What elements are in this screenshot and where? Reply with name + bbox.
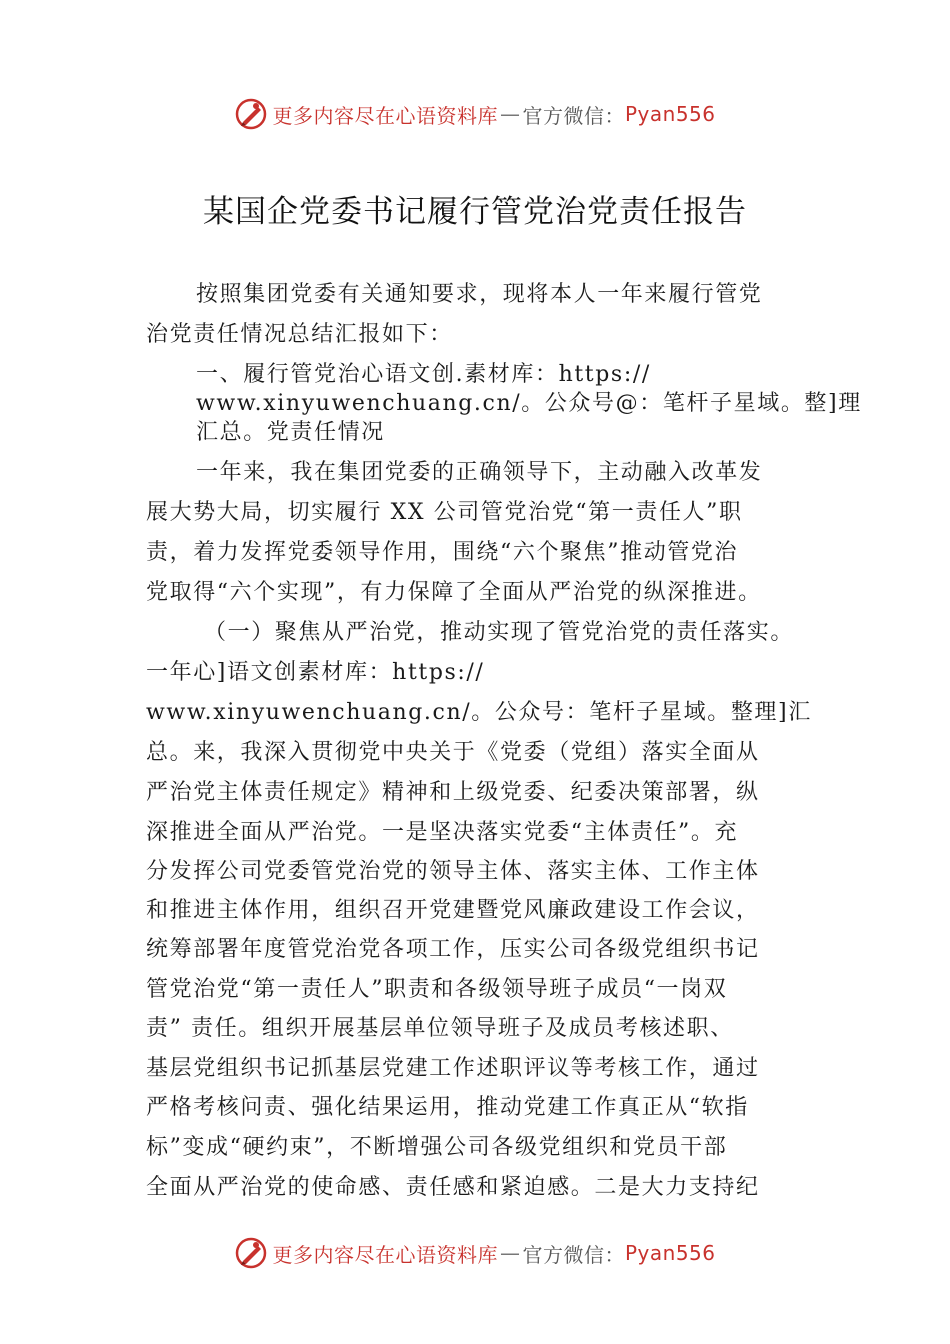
body-line: 一年心]语文创素材库：https:// [146, 660, 485, 685]
body-line: （一）聚焦从严治党，推动实现了管党治党的责任落实。 [204, 620, 795, 645]
watermark-brand: 更多内容尽在心语资料库 [272, 1242, 498, 1267]
watermark-separator: — [499, 1241, 521, 1265]
body-line: 和推进主体作用，组织召开党建暨党风廉政建设工作会议， [146, 898, 760, 923]
body-line: 统筹部署年度管党治党各项工作，压实公司各级党组织书记 [146, 937, 760, 962]
body-line: 总。来，我深入贯彻党中央关于《党委（党组）落实全面从 [146, 740, 760, 765]
body-line: 管党治党“第一责任人”职责和各级领导班子成员“一岗双 [146, 977, 728, 1002]
body-line: 基层党组织书记抓基层党建工作述职评议等考核工作，通过 [146, 1056, 760, 1081]
top-watermark-banner [0, 94, 950, 134]
body-line: 治党责任情况总结汇报如下： [146, 322, 453, 347]
watermark-label: 官方微信： [522, 103, 625, 128]
body-line: 责” 责任。组织开展基层单位领导班子及成员考核述职、 [146, 1016, 734, 1041]
body-line: 党取得“六个实现”，有力保障了全面从严治党的纵深推进。 [146, 580, 762, 605]
pen-logo-icon [234, 97, 268, 131]
body-line: 严治党主体责任规定》精神和上级党委、纪委决策部署，纵 [146, 780, 760, 805]
watermark-handle: Pyan556 [624, 1241, 716, 1265]
watermark-separator: — [499, 102, 521, 126]
body-line: 深推进全面从严治党。一是坚决落实党委“主体责任”。充 [146, 820, 739, 845]
body-line: 展大势大局，切实履行 XX 公司管党治党“第一责任人”职 [146, 500, 743, 525]
body-line: 一、履行管党治心语文创.素材库：https:// [196, 362, 651, 387]
bottom-watermark-banner [0, 1233, 950, 1273]
watermark-brand: 更多内容尽在心语资料库 [272, 103, 498, 128]
body-line: 严格考核问责、强化结果运用，推动党建工作真正从“软指 [146, 1095, 749, 1120]
body-line: 标”变成“硬约束”，不断增强公司各级党组织和党员干部 [146, 1135, 728, 1160]
body-line: 责，着力发挥党委领导作用，围绕“六个聚焦”推动管党治 [146, 540, 739, 565]
document-title: 某国企党委书记履行管党治党责任报告 [203, 194, 747, 230]
body-line: www.xinyuwenchuang.cn/。公众号：笔杆子星域。整理]汇 [146, 700, 812, 725]
body-line: 全面从严治党的使命感、责任感和紧迫感。二是大力支持纪 [146, 1175, 760, 1200]
watermark-label: 官方微信： [522, 1242, 625, 1267]
watermark-handle: Pyan556 [624, 102, 716, 126]
body-line: www.xinyuwenchuang.cn/。公众号@：笔杆子星域。整]理 [196, 391, 862, 416]
pen-logo-icon [234, 1236, 268, 1270]
body-line: 一年来，我在集团党委的正确领导下，主动融入改革发 [196, 460, 763, 485]
body-line: 汇总。党责任情况 [196, 420, 385, 445]
body-line: 分发挥公司党委管党治党的领导主体、落实主体、工作主体 [146, 859, 760, 884]
body-line: 按照集团党委有关通知要求，现将本人一年来履行管党 [196, 282, 763, 307]
